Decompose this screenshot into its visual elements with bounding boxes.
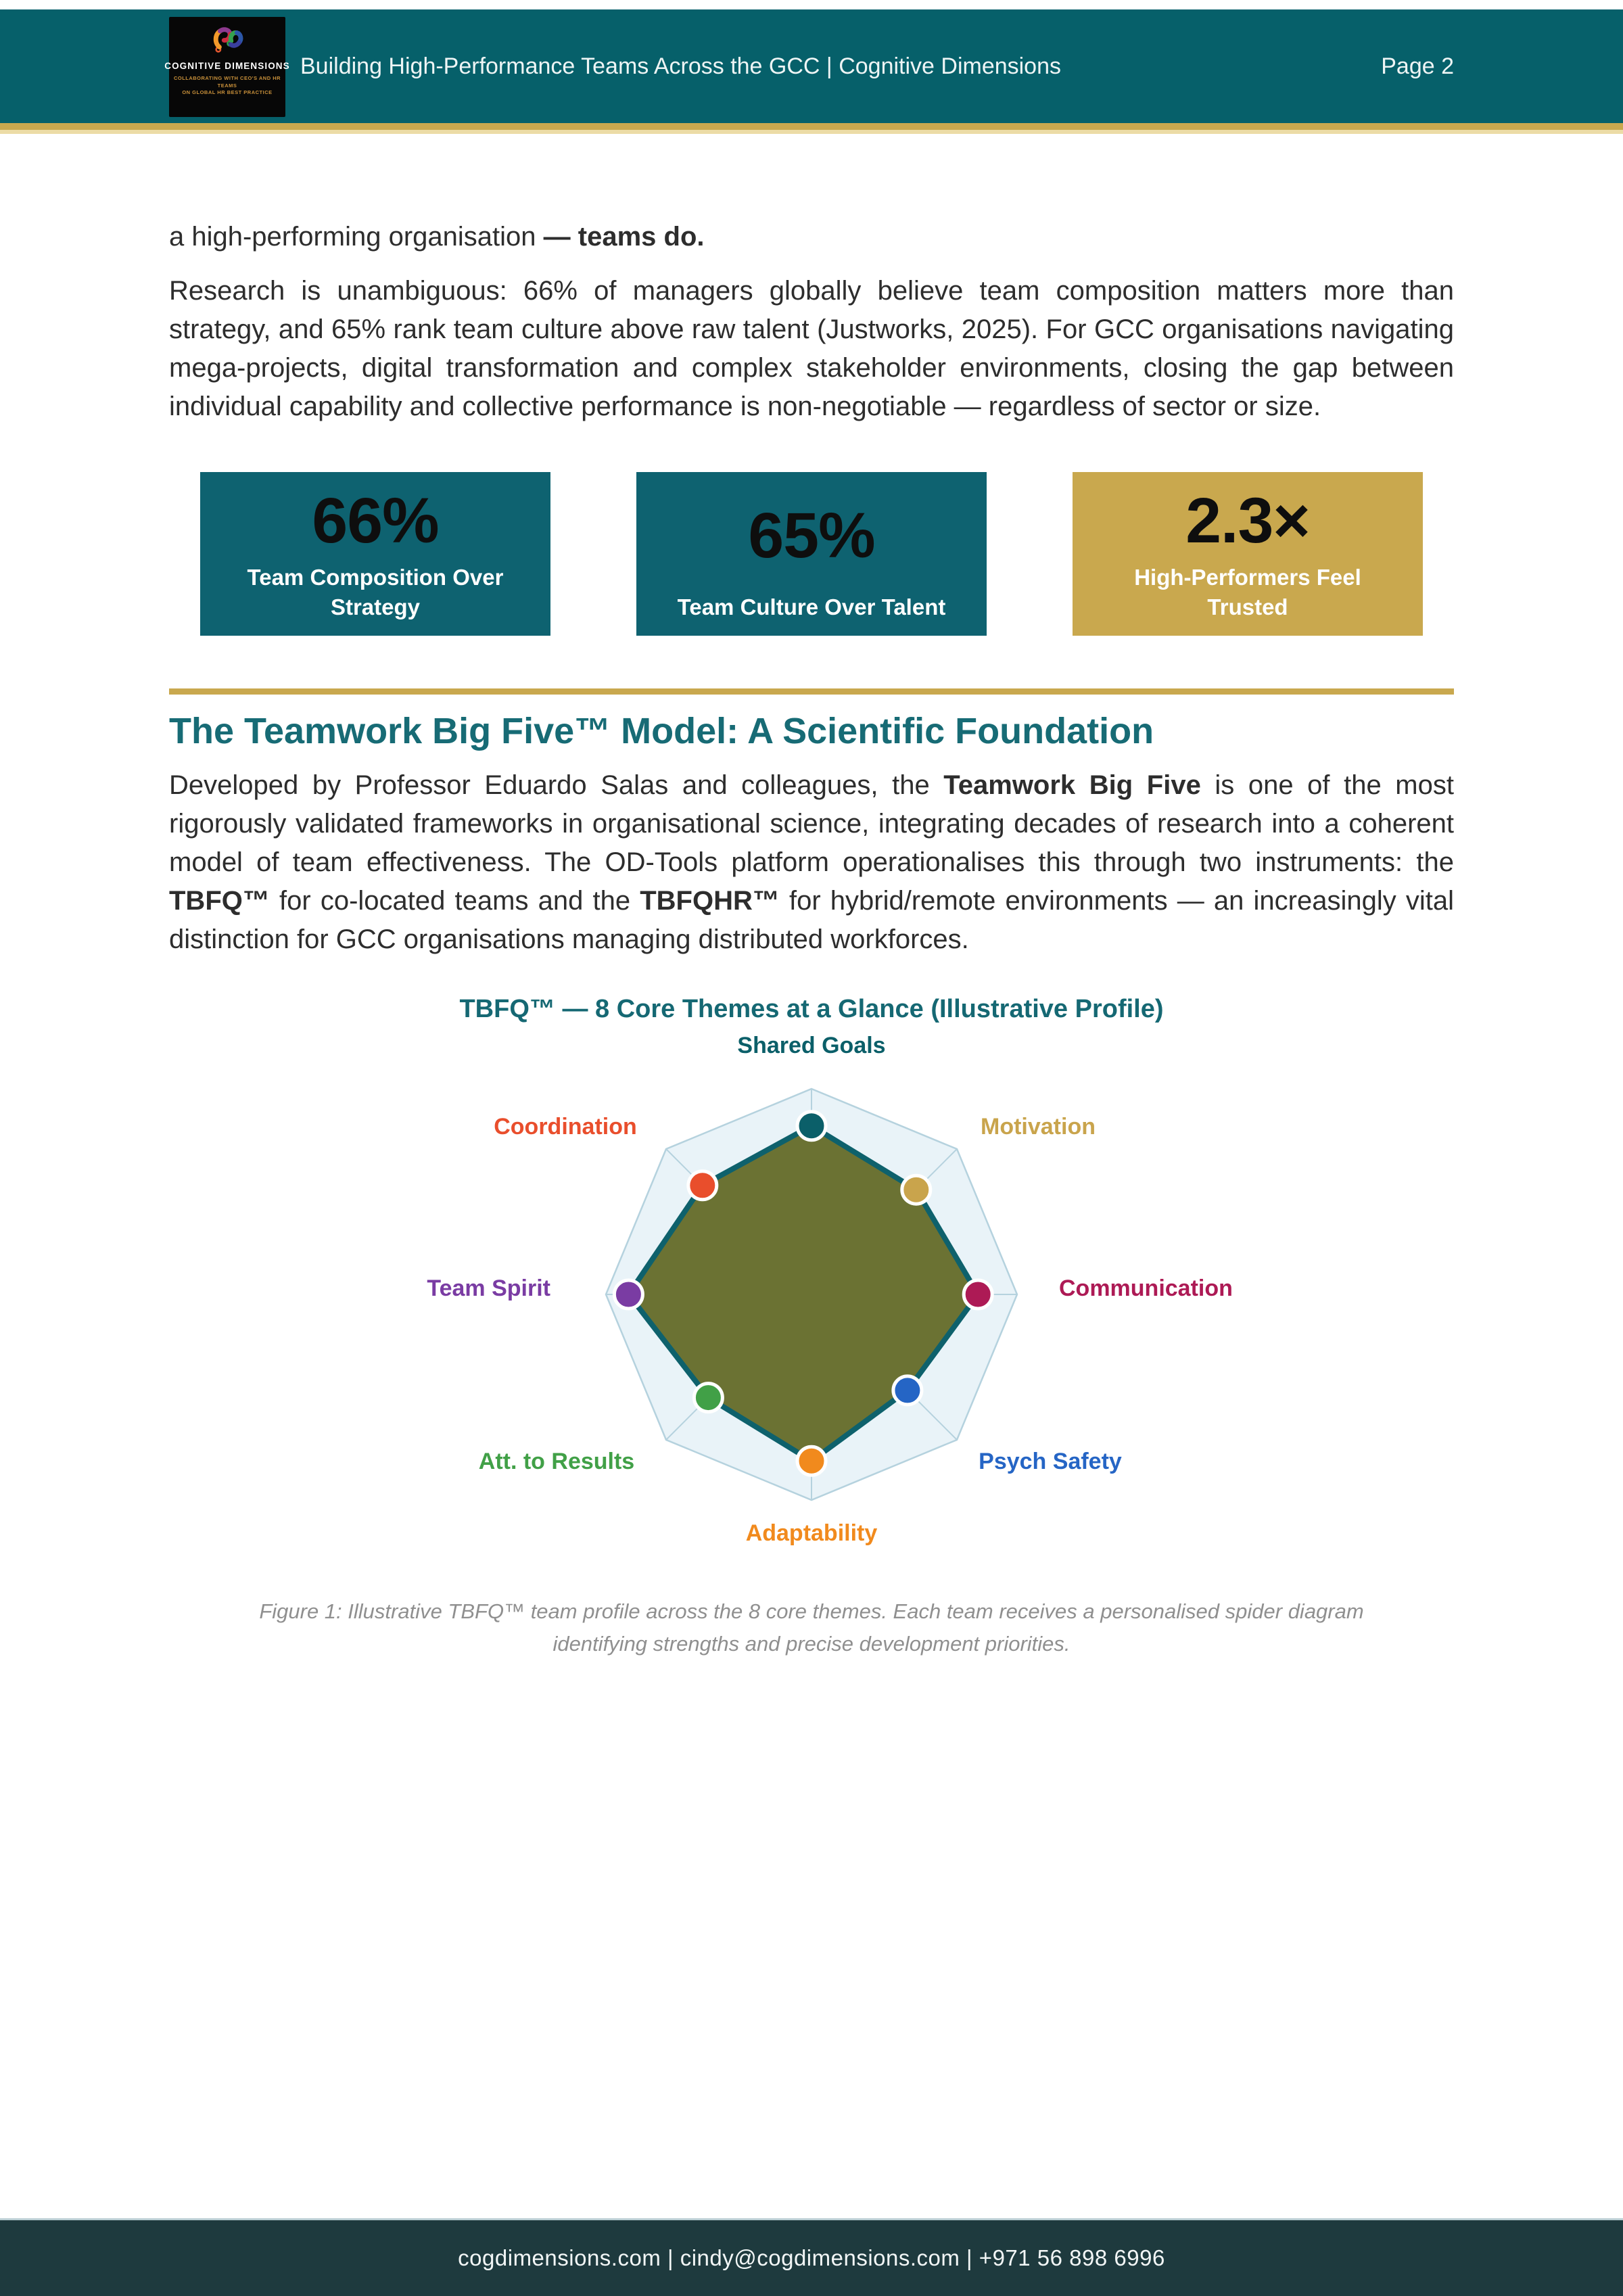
radar-axis-label: Psych Safety [979,1449,1122,1474]
radar-chart [372,1024,1251,1565]
model-paragraph: Developed by Professor Eduardo Salas and colleagues, the Teamwork Big Five is one of the most rigorously validated frameworks in organisational science, integrating decades of research into a coherent model of team effectiveness. The OD-Tools platform operationalises this through two instruments: the TBFQ™ for co-located teams and the TBFQHR™ for hybrid/remote environments — an increasingly vital distinction for GCC organisations managing distributed workforces. [169,770,1454,954]
radar-axis-label: Att. to Results [478,1449,635,1474]
radar-axis-label: Motivation [981,1114,1096,1140]
page-number: Page 2 [1381,53,1454,79]
stat-card-culture [636,472,987,636]
radar-axis-label: Team Spirit [427,1275,550,1301]
radar-axis-label: Adaptability [745,1520,878,1546]
stat-card-trust [1073,472,1423,636]
intro-line: a high-performing organisation — teams do. [169,222,705,252]
research-paragraph: Research is unambiguous: 66% of managers globally believe team composition matters more than strategy, and 65% rank team culture above raw talent (Justworks, 2025). For GCC organisations navigating mega-projects, digital transformation and complex stakeholder environments, closing the gap between individual capability and collective performance is non-negotiable — regardless of sector or size. [169,276,1454,421]
footer-bar [0,2218,1623,2296]
section-divider [169,688,1454,695]
stat-value: 66% [312,484,439,557]
radar-axis-label: Coordination [494,1114,637,1140]
stat-label: High-Performers Feel Trusted [1134,565,1361,619]
figure-caption: Figure 1: Illustrative TBFQ™ team profile across the 8 core themes. Each team receives a personalised spider diagram identifying strengths and precise development priorities. [259,1599,1364,1656]
stat-value: 65% [748,499,875,571]
chart-title: TBFQ™ — 8 Core Themes at a Glance (Illustrative Profile) [459,995,1164,1023]
company-logo [164,17,290,117]
stat-label: Team Culture Over Talent [677,594,946,619]
stat-value: 2.3× [1185,484,1310,557]
stat-cards-row [169,472,1454,636]
page-content [0,220,1623,1660]
radar-chart-figure [169,1024,1454,1568]
logo-tagline-line2: ON GLOBAL HR BEST PRACTICE [182,89,273,95]
logo-tagline-line1: COLLABORATING WITH CEO'S AND HR TEAMS [173,75,281,89]
logo-swirl-icon [208,22,247,58]
logo-name: COGNITIVE DIMENSIONS [164,61,290,71]
header-accent-bar [0,123,1623,130]
section-heading: The Teamwork Big Five™ Model: A Scientific Foundation [169,711,1154,751]
document-title: Building High-Performance Teams Across the GCC | Cognitive Dimensions [300,53,1062,79]
radar-axis-label: Shared Goals [737,1033,886,1058]
header-accent-bar-light [0,130,1623,134]
stat-label: Team Composition Over Strategy [247,565,504,619]
logo-tagline [169,75,285,97]
radar-axis-label: Communication [1059,1275,1233,1301]
stat-card-composition [200,472,550,636]
footer-contact: cogdimensions.com | cindy@cogdimensions.com | +971 56 898 6996 [458,2245,1165,2270]
header-bar [0,9,1623,123]
